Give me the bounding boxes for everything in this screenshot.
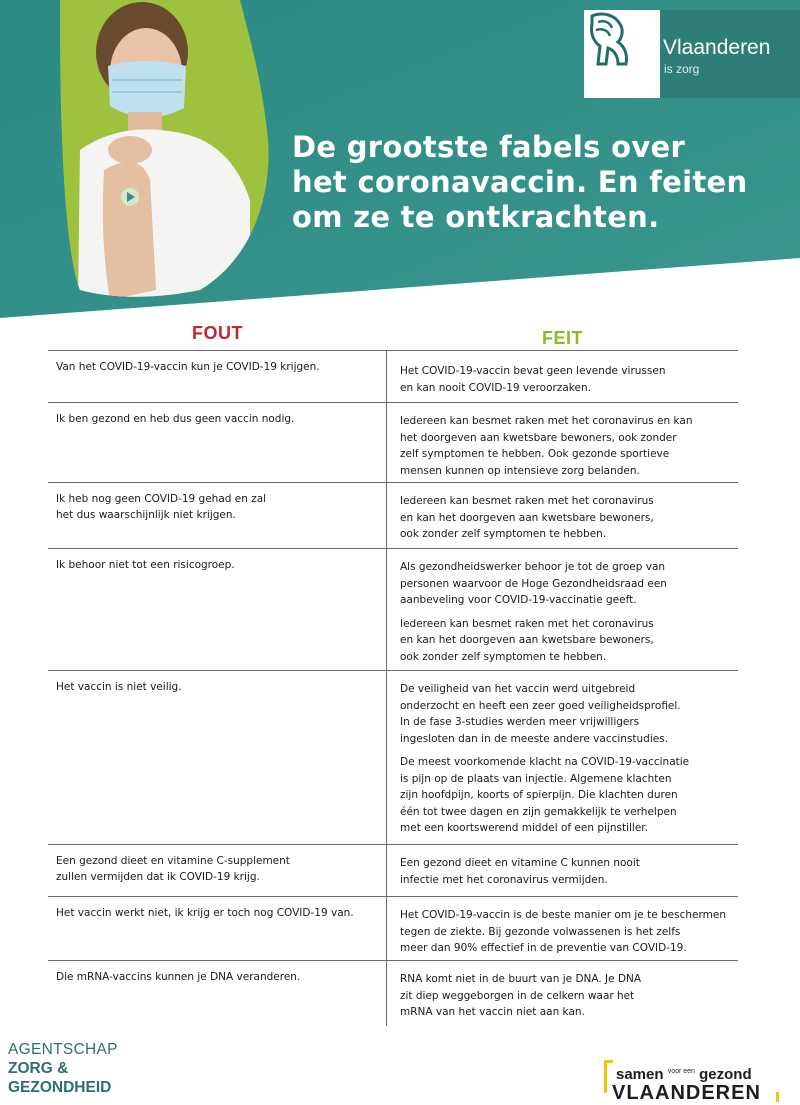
fact-line: en kan nooit COVID-19 veroorzaken. xyxy=(400,381,591,394)
fact-line: ook zonder zelf symptomen te hebben. xyxy=(400,528,607,540)
fact-line: Het COVID-19-vaccin is de beste manier om je te beschermen xyxy=(400,909,726,921)
table-row xyxy=(48,548,738,671)
fact-line: meer dan 90% effectief in de preventie van COVID-19. xyxy=(400,942,687,954)
fact-line: en kan het doorgeven aan kwetsbare bewoners, xyxy=(400,634,654,646)
logo-name: Vlaanderen xyxy=(663,36,771,59)
samen-small: voor een xyxy=(667,1068,695,1075)
lion-icon xyxy=(584,10,636,68)
fact-line: zijn hoofdpijn, koorts of spierpijn. Die klachten duren xyxy=(400,789,678,801)
agency-line: AGENTSCHAP xyxy=(8,1041,118,1058)
fact-line: De meest voorkomende klacht na COVID-19-vaccinatie xyxy=(400,756,690,768)
myth-cell xyxy=(56,491,376,523)
fact-line: zit diep weggeborgen in de celkern waar het xyxy=(400,989,635,1002)
table-row xyxy=(48,482,738,549)
myth-cell xyxy=(56,359,376,375)
table-row xyxy=(48,896,738,961)
title-line-2: het coronavaccin. En feiten xyxy=(292,165,748,199)
myth-line: Ik behoor niet tot een risicogroep. xyxy=(56,559,235,571)
fact-line: RNA komt niet in de buurt van je DNA. Je DNA xyxy=(400,973,642,985)
samen-gezond-logo xyxy=(604,1060,800,1104)
myth-line: Het vaccin werkt niet, ik krijg er toch nog COVID-19 van. xyxy=(56,907,354,919)
fact-paragraph xyxy=(400,971,736,1021)
myth-cell xyxy=(56,557,376,573)
fact-cell xyxy=(400,907,736,964)
fact-cell xyxy=(400,971,736,1028)
fact-paragraph xyxy=(400,559,736,609)
myth-line: zullen vermijden dat ik COVID-19 krijg. xyxy=(56,871,260,883)
fact-line: Een gezond dieet en vitamine C kunnen nooit xyxy=(400,857,640,869)
fact-line: Iedereen kan besmet raken met het coronavirus xyxy=(400,617,654,630)
myth-cell xyxy=(56,679,376,695)
myth-line: Van het COVID-19-vaccin kun je COVID-19 krijgen. xyxy=(56,361,320,373)
fact-line: met een koortswerend middel of een pijnstiller. xyxy=(400,822,648,834)
fact-line: In de fase 3-studies werden meer vrijwilligers xyxy=(400,716,640,728)
fact-line: personen waarvoor de Hoge Gezondheidsraad een xyxy=(400,577,667,590)
fact-line: mensen kunnen op intensieve zorg belanden. xyxy=(400,464,640,477)
fact-line: Iedereen kan besmet raken met het coronavirus xyxy=(400,495,654,507)
fact-paragraph xyxy=(400,616,736,666)
fact-line: tegen de ziekte. Bij gezonde volwassenen is het zelfs xyxy=(400,925,681,938)
fact-line: ingesloten dan in de meeste andere vaccinstudies. xyxy=(400,732,669,745)
fact-paragraph xyxy=(400,855,736,888)
fact-line: De veiligheid van het vaccin werd uitgebreid xyxy=(400,683,636,695)
fact-paragraph xyxy=(400,681,736,747)
myth-line: Ik ben gezond en heb dus geen vaccin nodig. xyxy=(56,413,295,425)
fact-line: één tot twee dagen en zijn gemakkelijk te verhelpen xyxy=(400,805,677,818)
fact-line: het doorgeven aan kwetsbare bewoners, ook zonder xyxy=(400,431,677,444)
fact-cell xyxy=(400,681,736,844)
fact-line: mRNA van het vaccin niet aan kan. xyxy=(400,1006,585,1018)
fact-line: zelf symptomen te hebben. Ook gezonde sportieve xyxy=(400,448,670,460)
page-title xyxy=(292,130,772,235)
fact-line: Als gezondheidswerker behoor je tot de groep van xyxy=(400,561,666,573)
myth-cell xyxy=(56,905,376,921)
table-row xyxy=(48,670,738,845)
fact-paragraph xyxy=(400,363,736,396)
table-row xyxy=(48,844,738,897)
myth-cell xyxy=(56,411,376,427)
header-banner xyxy=(0,0,800,330)
samen-big: VLAANDEREN xyxy=(612,1082,761,1104)
fact-cell xyxy=(400,413,736,486)
myth-line: het dus waarschijnlijk niet krijgen. xyxy=(56,509,236,521)
fact-line: is pijn op de plaats van injectie. Algemene klachten xyxy=(400,772,672,785)
logo-subtitle: is zorg xyxy=(664,62,700,76)
fact-paragraph xyxy=(400,754,736,837)
agency-line: GEZONDHEID xyxy=(8,1079,112,1096)
samen-word2: gezond xyxy=(699,1066,752,1083)
vlaanderen-logo xyxy=(584,10,800,98)
myth-cell xyxy=(56,969,376,985)
myth-line: Het vaccin is niet veilig. xyxy=(56,681,182,693)
column-header-feit: FEIT xyxy=(542,328,583,348)
table-row xyxy=(48,350,738,397)
title-line-3: om ze te ontkrachten. xyxy=(292,200,660,234)
fact-paragraph xyxy=(400,413,736,479)
table-row xyxy=(48,960,738,1027)
fact-paragraph xyxy=(400,907,736,957)
myth-line: Ik heb nog geen COVID-19 gehad en zal xyxy=(56,493,267,505)
fact-cell xyxy=(400,559,736,672)
fact-paragraph xyxy=(400,493,736,543)
table-row xyxy=(48,402,738,483)
samen-tagline xyxy=(616,1066,752,1083)
agency-line: ZORG & xyxy=(8,1060,69,1077)
fact-line: ook zonder zelf symptomen te hebben. xyxy=(400,650,607,663)
myth-line: Die mRNA-vaccins kunnen je DNA veranderen. xyxy=(56,971,301,983)
myth-cell xyxy=(56,853,376,885)
logo-tick-mark xyxy=(776,1092,779,1102)
samen-word: samen xyxy=(616,1066,664,1083)
fact-line: Het COVID-19-vaccin bevat geen levende virussen xyxy=(400,365,666,377)
fact-line: aanbeveling voor COVID-19-vaccinatie geeft. xyxy=(400,594,637,606)
fact-cell xyxy=(400,493,736,550)
fact-line: infectie met het coronavirus vermijden. xyxy=(400,873,608,886)
fact-line: onderzocht en heeft een zeer goed veiligheidsprofiel. xyxy=(400,699,681,712)
myth-line: Een gezond dieet en vitamine C-supplement xyxy=(56,855,290,867)
column-header-fout: FOUT xyxy=(192,323,243,343)
fact-line: Iedereen kan besmet raken met het coronavirus en kan xyxy=(400,415,693,427)
agency-logo xyxy=(8,1040,118,1097)
title-line-1: De grootste fabels over xyxy=(292,130,686,164)
fact-line: en kan het doorgeven aan kwetsbare bewoners, xyxy=(400,511,654,524)
fact-cell xyxy=(400,855,736,895)
fact-cell xyxy=(400,363,736,403)
